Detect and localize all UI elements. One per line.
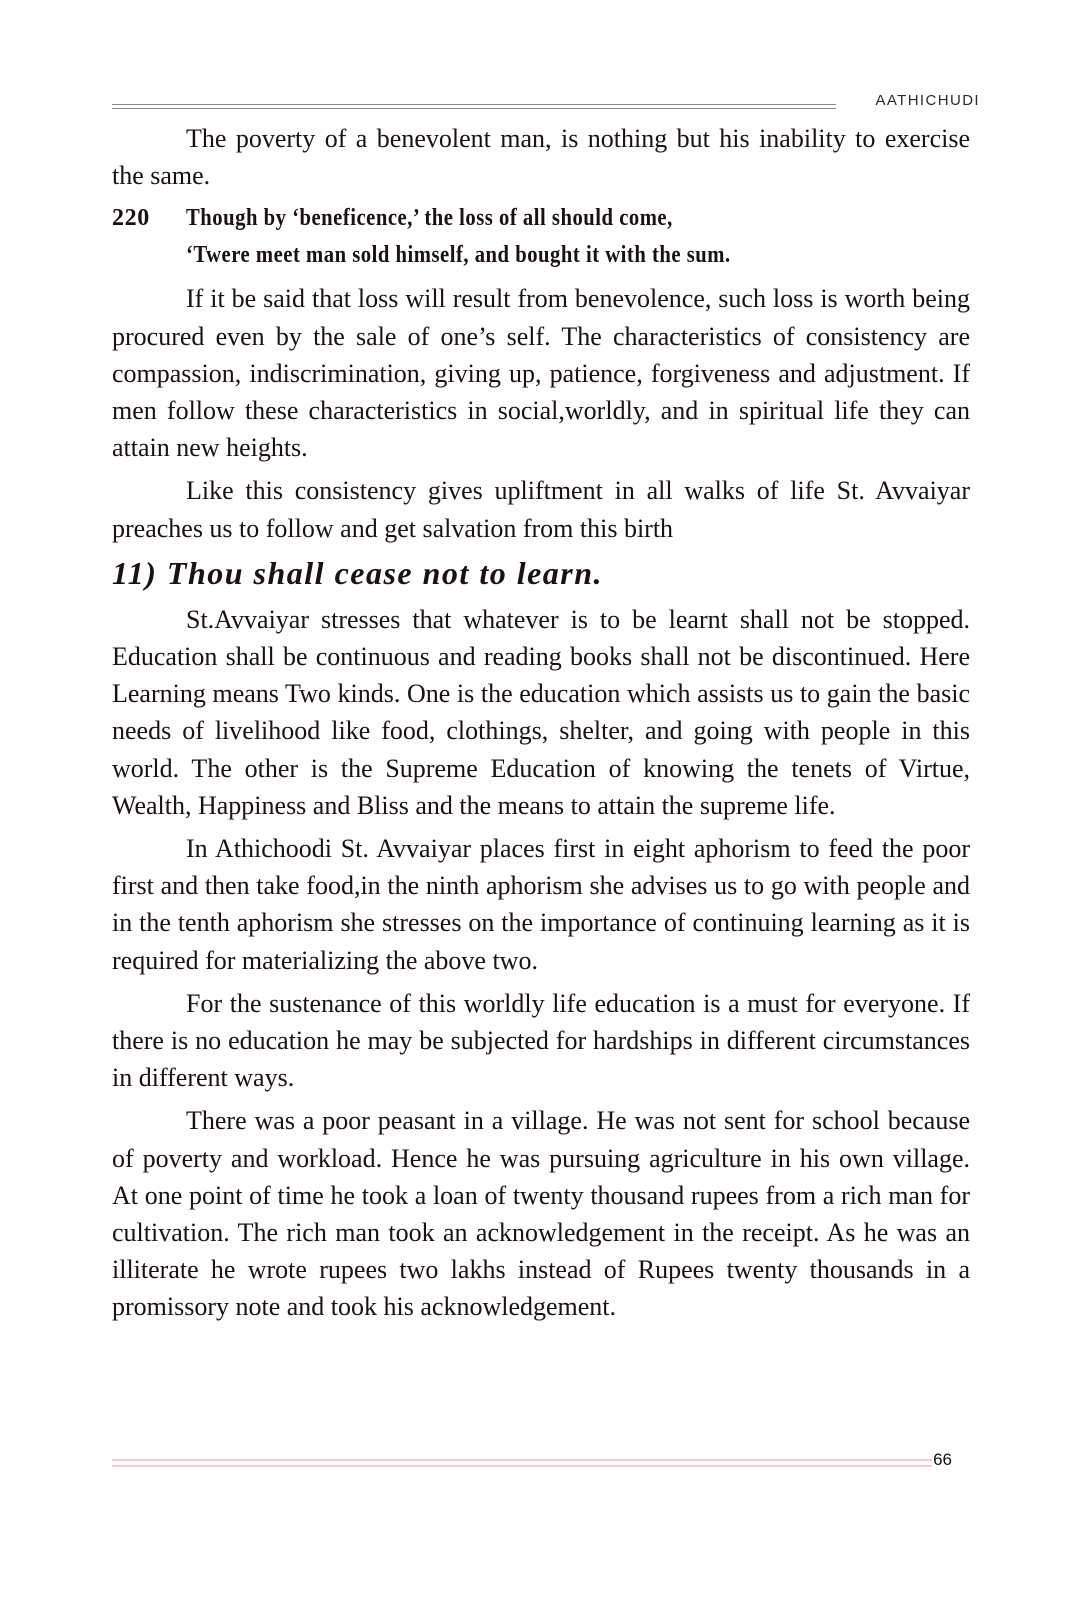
paragraph-peasant-story: There was a poor peasant in a village. He was not sent for school because of poverty and workload. Hence he was pursuing agriculture in his own village. At one point of time he took a loan of twenty thousand rupees from a rich man for cultivation. The rich man took an acknowledgement in the receipt. As he was an illiterate he wrote rupees two lakhs instead of Rupees twenty thousands in a promissory note and took his acknowledgement.	[112, 1106, 970, 1322]
page-header	[112, 90, 980, 112]
verse-block	[112, 200, 970, 274]
verse-number: 220	[112, 205, 150, 232]
paragraph-athichoodi: In Athichoodi St. Avvaiyar places first in eight aphorism to feed the poor first and then take food,in the ninth aphorism she advises us to go with people and in the tenth aphorism she stresses on the importance of continuing learning as it is required for materializing the above two.	[112, 834, 970, 975]
paragraph-learning: St.Avvaiyar stresses that whatever is to be learnt shall not be stopped. Education shall be continuous and reading books shall not be discontinued. Here Learning means Two kinds. One is the education which assists us to gain the basic needs of livelihood like food, clothings, shelter, and going with people in this world. The other is the Supreme Education of knowing the tenets of Virtue, Wealth, Happiness and Bliss and the means to attain the supreme life.	[112, 604, 970, 820]
verse-lines	[186, 200, 970, 274]
paragraph-poverty: The poverty of a benevolent man, is nothing but his inability to exercise the same.	[112, 124, 970, 191]
paragraph-benevolence: If it be said that loss will result from benevolence, such loss is worth being procured even by the sale of one’s self. The characteristics of consistency are compassion, indiscrimination, giving up, patience, forgiveness and adjustment. If men follow these characteristics in social,worldly, and in spiritual life they can attain new heights.	[112, 284, 970, 463]
footer-double-rule	[112, 1459, 932, 1467]
verse-line-2: ‘Twere meet man sold himself, and bought it with the sum.	[186, 242, 731, 269]
header-double-rule	[112, 104, 836, 109]
verse-line-1: Though by ‘beneficence,’ the loss of all should come,	[186, 205, 673, 232]
page-body	[112, 120, 970, 1326]
paragraph-consistency: Like this consistency gives upliftment in all walks of life St. Avvaiyar preaches us to follow and get salvation from this birth	[112, 476, 970, 543]
section-heading: 11) Thou shall cease not to learn.	[112, 554, 604, 591]
running-title: AATHICHUDI	[875, 92, 980, 109]
page-number: 66	[933, 1450, 952, 1469]
page-footer	[112, 1450, 980, 1474]
paragraph-sustenance: For the sustenance of this worldly life education is a must for everyone. If there is no education he may be subjected for hardships in different circumstances in different ways.	[112, 988, 970, 1093]
